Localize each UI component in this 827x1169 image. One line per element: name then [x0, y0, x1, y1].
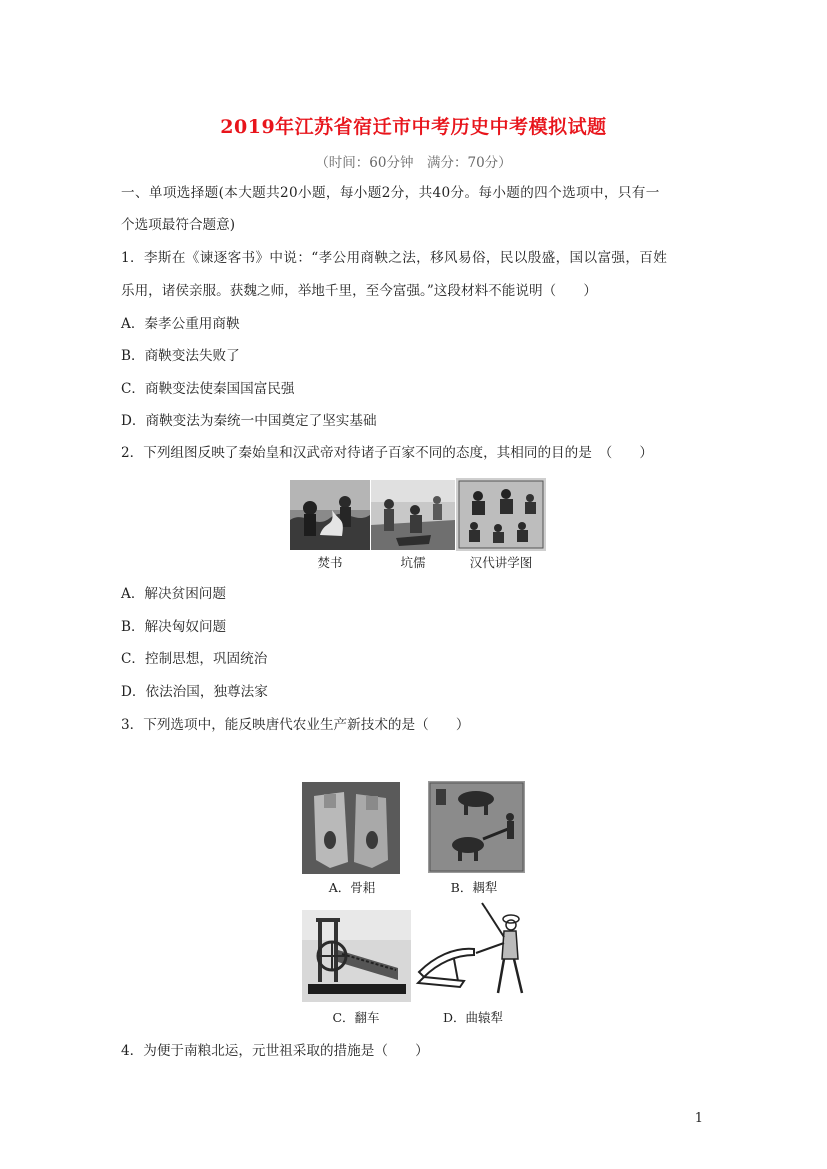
ox-plough-image: [428, 781, 525, 873]
q1-option-c: C．商鞅变法使秦国国富民强: [121, 381, 295, 397]
burning-books-image: [290, 480, 370, 550]
q1-option-a: A．秦孝公重用商鞅: [121, 316, 240, 332]
q3-stem: 3．下列选项中，能反映唐代农业生产新技术的是（ ）: [121, 717, 470, 733]
burying-scholars-image: [371, 480, 455, 550]
caption-water-wheel: C．翻车: [332, 1010, 380, 1025]
q4-stem: 4．为便于南粮北运，元世祖采取的措施是（ ）: [121, 1043, 429, 1059]
q2-option-d: D．依法治国，独尊法家: [121, 684, 268, 700]
q1-option-d: D．商鞅变法为秦统一中国奠定了坚实基础: [121, 413, 377, 429]
han-lecture-image: [456, 478, 546, 551]
curved-plough-image: [414, 897, 526, 1005]
section-heading-line-1: 一、单项选择题(本大题共20小题，每小题2分，共40分。每小题的四个选项中，只有一: [121, 185, 660, 201]
q2-option-b: B．解决匈奴问题: [121, 619, 227, 635]
q1-option-b: B．商鞅变法失败了: [121, 348, 240, 364]
caption-curved-plough: D．曲辕犁: [442, 1010, 504, 1025]
exam-info: （时间：60分钟 满分：70分）: [315, 155, 512, 171]
caption-burning-books: 焚书: [317, 555, 343, 570]
caption-han-lecture: 汉代讲学图: [469, 555, 533, 570]
caption-ox-plough: B．耦犁: [450, 880, 498, 895]
page-title: 2019年江苏省宿迁市中考历史中考模拟试题: [220, 116, 607, 138]
q2-option-c: C．控制思想，巩固统治: [121, 651, 268, 667]
q2-option-a: A．解决贫困问题: [121, 586, 226, 602]
bone-spade-image: [302, 782, 400, 874]
section-heading-line-2: 个选项最符合题意): [121, 217, 236, 233]
q1-stem-line-2: 乐用，诸侯亲服。获魏之师，举地千里，至今富强。”这段材料不能说明（ ）: [121, 283, 597, 299]
water-wheel-image: [302, 910, 411, 1002]
q1-stem-line-1: 1．李斯在《谏逐客书》中说：“孝公用商鞅之法，移风易俗，民以殷盛，国以富强，百姓: [121, 250, 668, 266]
q2-stem: 2．下列组图反映了秦始皇和汉武帝对待诸子百家不同的态度，其相同的目的是 （ ）: [121, 445, 654, 461]
page-number: 1: [694, 1111, 703, 1126]
caption-bone-spade: A．骨耜: [328, 880, 376, 895]
caption-burying-scholars: 坑儒: [400, 555, 426, 570]
